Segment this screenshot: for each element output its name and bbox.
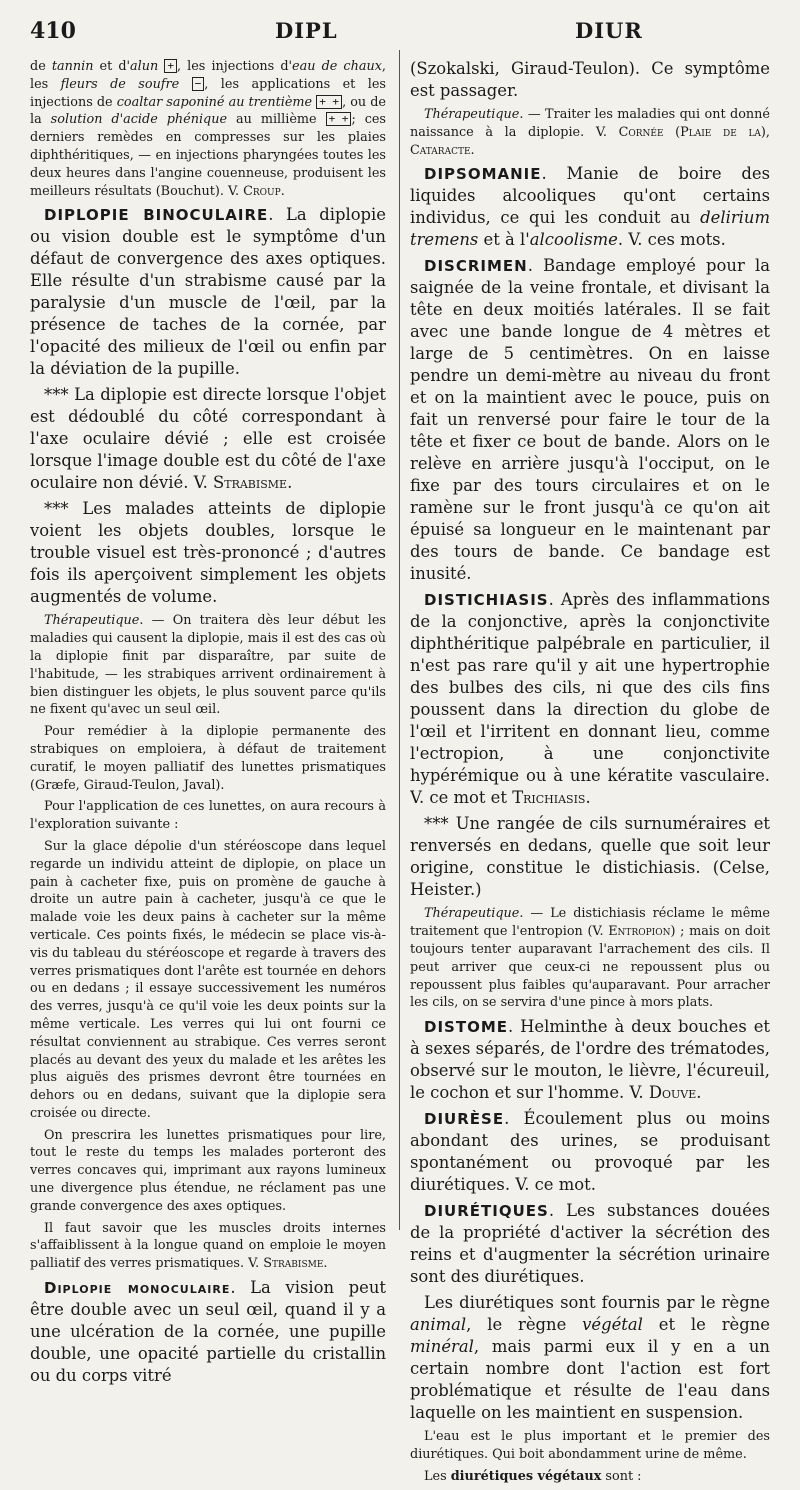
therapeutique-paragraph: Thérapeutique. — Le distichiasis réclame le même traitement que l'entropion (V. Entropion) ; mais on doit toujours tenter auparavant l'arrachement des cils. Il peut arriver que ceux-ci ne repoussent plus ou repoussent plus faibles qu'auparavant. Pour arracher les cils, on se servira d'une pince à mors plats.: [410, 906, 770, 1011]
dosage-sign-icon: +: [164, 59, 177, 73]
entry-headword: DISCRIMEN: [424, 257, 528, 276]
paragraph: Les diurétiques végétaux sont :: [424, 1468, 642, 1484]
paragraph: (Szokalski, Giraud-Teulon). Ce symptôme est passager.: [410, 59, 770, 100]
paragraph: L'eau est le plus important et le premier des diurétiques. Qui boit abondamment urine de même.: [410, 1429, 770, 1462]
paragraph: *** La diplopie est directe lorsque l'objet est dédoublé du côté correspondant à l'axe oculaire dévié ; elle est croisée lorsque l'image double est du côté de l'axe oculaire non dévié. V. Strabisme.: [30, 385, 386, 493]
subheading: diurétiques végétaux: [450, 1468, 602, 1484]
cross-reference: Trichiasis: [512, 788, 586, 808]
therapeutique-paragraph: Thérapeutique. — Traiter les maladies qui ont donné naissance à la diplopie. V. Cornée (Plaie de la), Cataracte.: [410, 107, 770, 158]
therapeutique-paragraph: Thérapeutique. — On traitera dès leur début les maladies qui causent la diplopie, mais il est des cas où la diplopie finit par disparaître, par suite de l'habitude, — les strabiques arrivent ordinairement à bien distinguer les objets, le plus souvent parce qu'ils ne fixent qu'avec un seul œil.: [30, 613, 386, 718]
cross-reference: Croup: [243, 183, 281, 199]
paragraph: Les diurétiques sont fournis par le règne animal, le règne végétal et le règne minéral, mais parmi eux il y en a un certain nombre dont l'action est fort problématique et résulte de l'eau dans laquelle on les maintient en suspension.: [410, 1293, 770, 1423]
paragraph: *** Les malades atteints de diplopie voient les objets doubles, lorsque le trouble visuel est très-prononcé ; d'autres fois ils aperçoivent simplement les objets augmentés de volume.: [30, 499, 386, 607]
paragraph: Pour l'application de ces lunettes, on aura recours à l'exploration suivante :: [30, 799, 386, 833]
paragraph: Pour remédier à la diplopie permanente des strabiques on emploiera, à défaut de traitement curatif, le moyen palliatif des lunettes prismatiques (Græfe, Giraud-Teulon, Javal).: [30, 724, 386, 793]
entry-diplopie-monoculaire: Diplopie monoculaire. La vision peut être double avec un seul œil, quand il y a une ulcération de la cornée, une pupille double, une opacité partielle du cristallin ou du corps vitré: [30, 1278, 386, 1386]
entry-diuretiques: DIURÉTIQUES. Les substances douées de la propriété d'activer la sécrétion des reins et d'augmenter la sécrétion urinaire sont des diurétiques.: [410, 1201, 770, 1287]
right-running-head: DIUR: [575, 18, 643, 43]
paragraph: *** Une rangée de cils surnuméraires et renversés en dedans, quelle que soit leur origine, constitue le distichiasis. (Celse, Heister.): [410, 814, 770, 900]
dosage-sign-icon: + +: [316, 95, 342, 109]
cross-reference: Strabisme: [263, 1256, 324, 1272]
running-header: [30, 18, 776, 48]
entry-diurese: DIURÈSE. Écoulement plus ou moins abondant des urines, se produisant spontanément ou provoqué par les diurétiques. V. ce mot.: [410, 1109, 770, 1195]
entry-dipsomanie: DIPSOMANIE. Manie de boire des liquides alcooliques qu'ont certains individus, ce qui les conduit au delirium tremens et à l'alcoolisme. V. ces mots.: [410, 164, 770, 250]
paragraph: On prescrira les lunettes prismatiques pour lire, tout le reste du temps les malades porteront des verres concaves qui, imprimant aux rayons lumineux une divergence plus étendue, ne réclament pas une grande convergence des axes optiques.: [30, 1127, 386, 1214]
cross-reference: Entropion: [608, 924, 671, 940]
entry-diplopie-binoculaire: DIPLOPIE BINOCULAIRE. La diplopie ou vision double est le symptôme d'un défaut de convergence des axes optiques. Elle résulte d'un strabisme causé par la paralysie d'un muscle de l'œil, par la présence de taches de la cornée, par l'opacité des milieux de l'œil ou enfin par la déviation de la pupille.: [30, 205, 386, 379]
paragraph: Il faut savoir que les muscles droits internes s'affaiblissent à la longue quand on emploie le moyen palliatif des verres prismatiques. V. Strabisme.: [30, 1220, 386, 1272]
entry-headword: DIURÈSE: [424, 1110, 505, 1129]
entry-distome: DISTOME. Helminthe à deux bouches et à sexes séparés, de l'ordre des trématodes, observé sur le mouton, le lièvre, l'écureuil, le cochon et sur l'homme. V. Douve.: [410, 1017, 770, 1103]
entry-continuation: de tannin et d'alun + , les injections d'eau de chaux, les fleurs de soufre − , les applications et les injections de coaltar saponiné au trentième + + , ou de la solution d'acide phénique au millième + + ; ces derniers remèdes en compresses sur les plaies diphthéritiques, — en injections pharyngées toutes les deux heures dans l'angine couenneuse, produisent les meilleurs résultats (Bouchut). V. Croup.: [30, 59, 386, 199]
dosage-sign-icon: + +: [326, 112, 352, 126]
left-column: [30, 58, 386, 1391]
entry-headword: DISTICHIASIS: [424, 591, 549, 610]
paragraph: Sur la glace dépolie d'un stéréoscope dans lequel regarde un individu atteint de diplopie, on place un pain à cacheter fixe, puis on promène de gauche à droite un autre pain à cacheter, jusqu'à ce que le malade voie les deux pains à cacheter sur la même verticale. Ces points fixés, le médecin se place vis-à-vis du tableau du stéréoscope et regarde à travers des verres prismatiques dont l'arête est tournée en dehors ou en dedans ; il essaye successivement les numéros des verres, jusqu'à ce qu'il voie les deux points sur la même verticale. Les verres qui lui ont fourni ce résultat conviennent au strabique. Ces verres seront placés au devant des yeux du malade et les arêtes les plus aiguës des prismes devront être tournées en dehors ou en dedans, suivant que la diplopie sera croisée ou directe.: [30, 838, 386, 1121]
dosage-sign-icon: −: [192, 77, 205, 91]
entry-discrimen: DISCRIMEN. Bandage employé pour la saignée de la veine frontale, et divisant la tête en deux moitiés latérales. Il se fait avec une bande longue de 4 mètres et large de 5 centimètres. On en laisse pendre un demi-mètre au niveau du front et on la maintient avec le pouce, puis on fait un renversé pour faire le tour de la tête et fixer ce bout de bande. Alors on le relève en arrière jusqu'à l'occiput, on le fixe par des tours circulaires et on le ramène sur le front jusqu'à ce qu'on ait épuisé sa longueur en le maintenant par des tours de bande. Ce bandage est inusité.: [410, 256, 770, 584]
entry-distichiasis: DISTICHIASIS. Après des inflammations de la conjonctive, après la conjonctivite diphthéritique palpébrale en particulier, il n'est pas rare qu'il y ait une hypertrophie des bulbes des cils, ni que des cils fins poussent dans la direction du globe de l'œil et l'irritent en donnant lieu, comme l'ectropion, à une conjonctivite hypérémique ou à une kératite vasculaire. V. ce mot et Trichiasis.: [410, 590, 770, 808]
left-running-head: DIPL: [275, 18, 338, 43]
entry-headword: DIPLOPIE BINOCULAIRE: [44, 206, 269, 225]
right-column: [410, 58, 770, 1490]
entry-headword: Diplopie monoculaire: [44, 1279, 231, 1298]
entry-headword: DIPSOMANIE: [424, 165, 542, 184]
page-number: 410: [30, 18, 76, 44]
cross-reference: Douve: [648, 1083, 697, 1103]
entry-headword: DISTOME: [424, 1018, 508, 1037]
entry-headword: DIURÉTIQUES: [424, 1202, 549, 1221]
cross-reference: Strabisme: [213, 473, 288, 493]
column-divider: [399, 50, 400, 1230]
cross-reference: Cataracte: [410, 142, 471, 158]
cross-reference: Cornée (Plaie de la): [618, 124, 766, 140]
